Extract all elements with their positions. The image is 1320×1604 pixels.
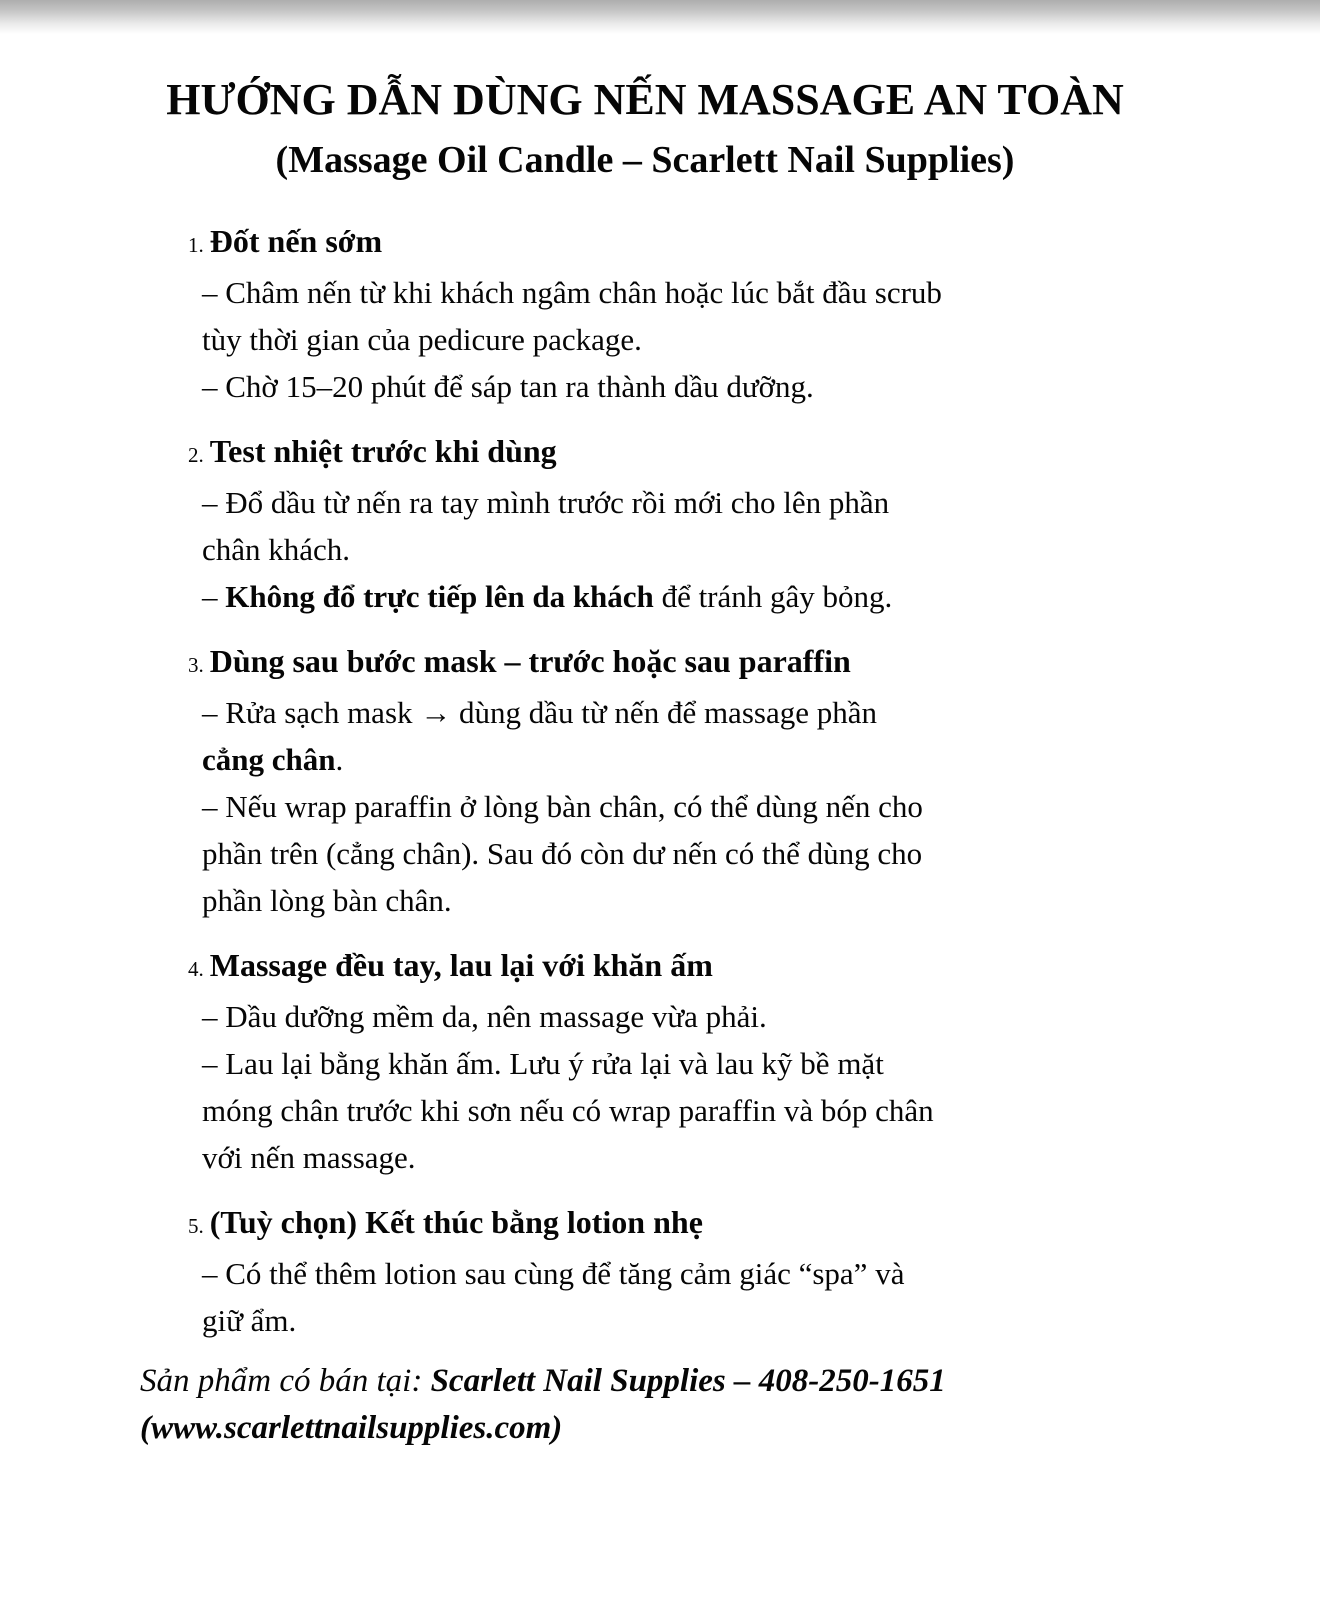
text-segment: – Nếu wrap paraffin ở lòng bàn chân, có thể dùng nến cho xyxy=(202,789,923,824)
scan-shadow-top xyxy=(0,0,1320,34)
item-heading-row xyxy=(188,1199,1150,1250)
item-heading: Dùng sau bước mask – trước hoặc sau paraffin xyxy=(209,643,851,679)
instruction-item xyxy=(188,428,1150,620)
text-segment: (www.scarlettnailsupplies.com) xyxy=(140,1410,563,1446)
text-segment: Không đổ trực tiếp lên da khách xyxy=(225,579,654,614)
text-segment: chân khách. xyxy=(202,532,351,567)
item-number: 1. xyxy=(188,233,204,257)
item-heading-row xyxy=(188,218,1150,269)
text-segment: – Lau lại bằng khăn ấm. Lưu ý rửa lại và lau kỹ bề mặt xyxy=(202,1046,884,1081)
item-line xyxy=(202,1297,1150,1344)
item-line xyxy=(202,479,1150,526)
item-number: 4. xyxy=(188,957,204,981)
item-line xyxy=(202,1040,1150,1087)
document-content xyxy=(0,72,1320,1452)
item-line xyxy=(202,1087,1150,1134)
text-segment: – Đổ dầu từ nến ra tay mình trước rồi mới cho lên phần xyxy=(202,485,890,520)
instruction-item xyxy=(188,942,1150,1181)
item-line xyxy=(202,877,1150,924)
item-heading-row xyxy=(188,428,1150,479)
item-heading: Test nhiệt trước khi dùng xyxy=(209,433,557,469)
item-line xyxy=(202,736,1150,783)
document-subtitle: (Massage Oil Candle – Scarlett Nail Supplies) xyxy=(275,139,1015,181)
text-segment: phần trên (cẳng chân). Sau đó còn dư nến có thể dùng cho xyxy=(202,836,923,871)
item-heading: Massage đều tay, lau lại với khăn ấm xyxy=(209,947,713,983)
item-line xyxy=(202,526,1150,573)
text-segment: tùy thời gian của pedicure package. xyxy=(202,322,642,357)
item-heading-row xyxy=(188,638,1150,689)
text-segment: để tránh gây bỏng. xyxy=(653,579,893,614)
text-segment: cẳng chân xyxy=(202,742,336,777)
text-segment: . xyxy=(335,742,344,777)
item-heading-row xyxy=(188,942,1150,993)
instruction-item xyxy=(188,638,1150,924)
instruction-item xyxy=(188,218,1150,410)
text-segment: Sản phẩm có bán tại: xyxy=(140,1363,431,1399)
item-line xyxy=(202,1250,1150,1297)
text-segment: Scarlett Nail Supplies – 408-250-1651 xyxy=(430,1363,946,1399)
item-number: 3. xyxy=(188,653,204,677)
text-segment: giữ ẩm. xyxy=(202,1303,297,1338)
text-segment: – Châm nến từ khi khách ngâm chân hoặc lúc bắt đầu scrub xyxy=(202,275,942,310)
item-line xyxy=(202,1134,1150,1181)
item-heading: Đốt nến sớm xyxy=(209,223,383,259)
text-segment: – Dầu dưỡng mềm da, nên massage vừa phải. xyxy=(202,999,767,1034)
instruction-item xyxy=(188,1199,1150,1344)
text-segment: – Chờ 15–20 phút để sáp tan ra thành dầu dưỡng. xyxy=(202,369,814,404)
instruction-list xyxy=(188,218,1150,1344)
item-number: 5. xyxy=(188,1214,204,1238)
item-line xyxy=(202,316,1150,363)
footer-line xyxy=(140,1405,1150,1452)
text-segment: – Rửa sạch mask → dùng dầu từ nến để massage phần xyxy=(202,695,877,730)
item-heading: (Tuỳ chọn) Kết thúc bằng lotion nhẹ xyxy=(209,1204,703,1240)
item-line xyxy=(202,830,1150,877)
text-segment: móng chân trước khi sơn nếu có wrap paraffin và bóp chân xyxy=(202,1093,934,1128)
item-line xyxy=(202,363,1150,410)
item-line xyxy=(202,993,1150,1040)
text-segment: – Có thể thêm lotion sau cùng để tăng cảm giác “spa” và xyxy=(202,1256,905,1291)
item-line xyxy=(202,573,1150,620)
footer-note xyxy=(140,1358,1150,1452)
text-segment: với nến massage. xyxy=(202,1140,416,1175)
item-line xyxy=(202,689,1150,736)
item-line xyxy=(202,783,1150,830)
document-title: HƯỚNG DẪN DÙNG NẾN MASSAGE AN TOÀN xyxy=(166,75,1124,124)
text-segment: – xyxy=(202,579,226,614)
text-segment: phần lòng bàn chân. xyxy=(202,883,452,918)
footer-line xyxy=(140,1358,1150,1405)
item-number: 2. xyxy=(188,443,204,467)
item-line xyxy=(202,269,1150,316)
